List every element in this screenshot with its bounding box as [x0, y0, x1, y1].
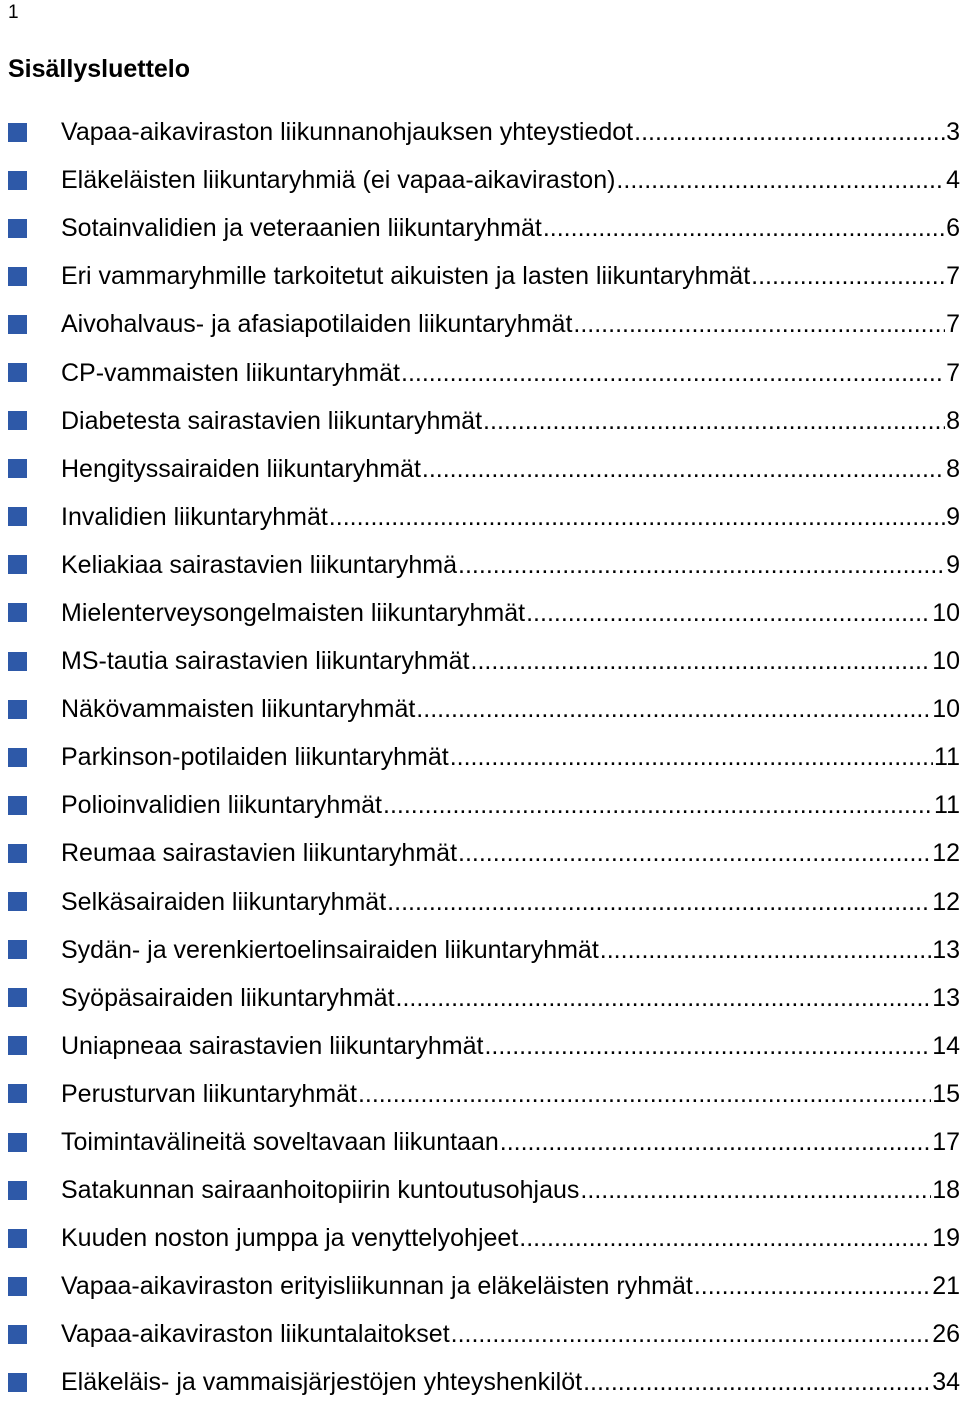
toc-entry-page-number: 10: [932, 598, 960, 627]
dot-leader: [694, 1271, 931, 1301]
toc-entry[interactable]: [0, 108, 960, 156]
page-number: 1: [8, 2, 19, 23]
toc-entry[interactable]: [0, 445, 960, 493]
dot-leader: [634, 117, 945, 147]
toc-entry-label: Polioinvalidien liikuntaryhmät: [61, 791, 382, 820]
toc-entry[interactable]: [0, 1118, 960, 1166]
toc-entry-label: Mielenterveysongelmaisten liikuntaryhmät: [61, 598, 526, 627]
square-bullet-icon: [8, 219, 27, 238]
square-bullet-icon: [8, 1036, 27, 1055]
toc-entry[interactable]: [0, 733, 960, 781]
toc-entry[interactable]: [0, 1358, 960, 1406]
toc-entry-page-number: 7: [946, 310, 960, 339]
toc-entry-page-number: 8: [946, 454, 960, 483]
toc-entry[interactable]: [0, 926, 960, 974]
square-bullet-icon: [8, 507, 27, 526]
dot-leader: [451, 1319, 932, 1349]
toc-entry-page-number: 14: [932, 1031, 960, 1060]
square-bullet-icon: [8, 988, 27, 1007]
toc-entry-label: Parkinson-potilaiden liikuntaryhmät: [61, 743, 449, 772]
toc-entry-link[interactable]: [61, 1367, 960, 1397]
toc-entry-link[interactable]: [61, 790, 960, 820]
square-bullet-icon: [8, 1084, 27, 1103]
toc-entry-label: Vapaa-aikaviraston liikuntalaitokset: [61, 1320, 450, 1349]
toc-entry-link[interactable]: [61, 1031, 960, 1061]
toc-entry[interactable]: [0, 1166, 960, 1214]
toc-entry-label: Diabetesta sairastavien liikuntaryhmät: [61, 406, 483, 435]
toc-entry-label: Syöpäsairaiden liikuntaryhmät: [61, 983, 395, 1012]
toc-entry-link[interactable]: [61, 309, 960, 339]
square-bullet-icon: [8, 555, 27, 574]
dot-leader: [483, 406, 945, 436]
dot-leader: [383, 790, 933, 820]
dot-leader: [387, 887, 931, 917]
toc-entry[interactable]: [0, 493, 960, 541]
toc-entry-page-number: 6: [946, 214, 960, 243]
toc-entry-page-number: 10: [932, 647, 960, 676]
toc-entry[interactable]: [0, 300, 960, 348]
toc-entry-label: Satakunnan sairaanhoitopiirin kuntoutusohjaus: [61, 1176, 580, 1205]
toc-entry-link[interactable]: [61, 502, 960, 532]
toc-entry-link[interactable]: [61, 742, 960, 772]
toc-entry-label: Vapaa-aikaviraston liikunnanohjauksen yhteystiedot: [61, 118, 634, 147]
toc-entry-page-number: 21: [932, 1272, 960, 1301]
toc-entry[interactable]: [0, 397, 960, 445]
dot-leader: [573, 309, 945, 339]
square-bullet-icon: [8, 315, 27, 334]
toc-entry-link[interactable]: [61, 213, 960, 243]
toc-entry-page-number: 9: [946, 550, 960, 579]
dot-leader: [519, 1223, 931, 1253]
toc-entry-page-number: 13: [932, 983, 960, 1012]
square-bullet-icon: [8, 1133, 27, 1152]
toc-entry-link[interactable]: [61, 1079, 960, 1109]
square-bullet-icon: [8, 844, 27, 863]
toc-entry-label: Näkövammaisten liikuntaryhmät: [61, 695, 416, 724]
toc-entry-link[interactable]: [61, 1319, 960, 1349]
toc-list: [0, 108, 960, 1407]
toc-entry-page-number: 15: [932, 1079, 960, 1108]
toc-entry[interactable]: [0, 685, 960, 733]
toc-entry-page-number: 9: [946, 502, 960, 531]
square-bullet-icon: [8, 1181, 27, 1200]
toc-entry-link[interactable]: [61, 454, 960, 484]
toc-entry-link[interactable]: [61, 261, 960, 291]
toc-entry-label: Eri vammaryhmille tarkoitetut aikuisten ja lasten liikuntaryhmät: [61, 262, 751, 291]
toc-entry-label: Vapaa-aikaviraston erityisliikunnan ja eläkeläisten ryhmät: [61, 1272, 693, 1301]
toc-entry-page-number: 8: [946, 406, 960, 435]
toc-entry-link[interactable]: [61, 646, 960, 676]
toc-entry-page-number: 7: [946, 262, 960, 291]
square-bullet-icon: [8, 411, 27, 430]
toc-entry-label: Uniapneaa sairastavien liikuntaryhmät: [61, 1031, 484, 1060]
toc-entry-link[interactable]: [61, 1175, 960, 1205]
toc-entry-link[interactable]: [61, 406, 960, 436]
toc-entry-link[interactable]: [61, 838, 960, 868]
toc-entry-page-number: 17: [932, 1128, 960, 1157]
toc-entry-label: Reumaa sairastavien liikuntaryhmät: [61, 839, 458, 868]
toc-entry-page-number: 26: [932, 1320, 960, 1349]
square-bullet-icon: [8, 1373, 27, 1392]
toc-entry-link[interactable]: [61, 117, 960, 147]
toc-entry[interactable]: [0, 589, 960, 637]
dot-leader: [396, 983, 932, 1013]
toc-entry-link[interactable]: [61, 1271, 960, 1301]
square-bullet-icon: [8, 123, 27, 142]
toc-entry-label: Keliakiaa sairastavien liikuntaryhmä: [61, 550, 458, 579]
toc-entry-label: Toimintavälineitä soveltavaan liikuntaan: [61, 1128, 499, 1157]
dot-leader: [329, 502, 945, 532]
dot-leader: [416, 694, 931, 724]
square-bullet-icon: [8, 1277, 27, 1296]
toc-title: Sisällysluettelo: [8, 55, 191, 83]
toc-entry-page-number: 12: [932, 839, 960, 868]
toc-entry[interactable]: [0, 974, 960, 1022]
dot-leader: [401, 358, 945, 388]
toc-entry[interactable]: [0, 252, 960, 300]
toc-entry-link[interactable]: [61, 1223, 960, 1253]
toc-entry-page-number: 7: [946, 358, 960, 387]
toc-entry[interactable]: [0, 781, 960, 829]
toc-entry-link[interactable]: [61, 1127, 960, 1157]
square-bullet-icon: [8, 796, 27, 815]
dot-leader: [422, 454, 945, 484]
toc-entry[interactable]: [0, 1022, 960, 1070]
dot-leader: [600, 935, 931, 965]
toc-entry[interactable]: [0, 637, 960, 685]
toc-entry[interactable]: [0, 541, 960, 589]
square-bullet-icon: [8, 700, 27, 719]
toc-entry-label: Sydän- ja verenkiertoelinsairaiden liikuntaryhmät: [61, 935, 599, 964]
square-bullet-icon: [8, 603, 27, 622]
dot-leader: [458, 550, 945, 580]
dot-leader: [751, 261, 945, 291]
toc-entry[interactable]: [0, 829, 960, 877]
toc-entry-page-number: 13: [932, 935, 960, 964]
toc-entry[interactable]: [0, 1262, 960, 1310]
toc-entry-page-number: 11: [934, 791, 960, 820]
square-bullet-icon: [8, 652, 27, 671]
toc-entry-label: Selkäsairaiden liikuntaryhmät: [61, 887, 387, 916]
dot-leader: [526, 598, 931, 628]
toc-entry[interactable]: [0, 204, 960, 252]
toc-entry-page-number: 12: [932, 887, 960, 916]
square-bullet-icon: [8, 892, 27, 911]
toc-entry-link[interactable]: [61, 694, 960, 724]
toc-entry-label: Hengityssairaiden liikuntaryhmät: [61, 454, 421, 483]
square-bullet-icon: [8, 363, 27, 382]
toc-entry-page-number: 34: [932, 1368, 960, 1397]
toc-entry-label: Sotainvalidien ja veteraanien liikuntaryhmät: [61, 214, 542, 243]
toc-entry-label: Kuuden noston jumppa ja venyttelyohjeet: [61, 1224, 519, 1253]
dot-leader: [484, 1031, 931, 1061]
square-bullet-icon: [8, 748, 27, 767]
square-bullet-icon: [8, 1229, 27, 1248]
toc-entry-page-number: 10: [932, 695, 960, 724]
toc-entry-page-number: 4: [946, 166, 960, 195]
toc-entry[interactable]: [0, 1070, 960, 1118]
dot-leader: [580, 1175, 931, 1205]
dot-leader: [358, 1079, 931, 1109]
toc-entry-link[interactable]: [61, 983, 960, 1013]
dot-leader: [500, 1127, 931, 1157]
dot-leader: [458, 838, 931, 868]
toc-entry-label: Aivohalvaus- ja afasiapotilaiden liikuntaryhmät: [61, 310, 573, 339]
square-bullet-icon: [8, 171, 27, 190]
dot-leader: [616, 165, 945, 195]
toc-entry[interactable]: [0, 878, 960, 926]
toc-entry[interactable]: [0, 1310, 960, 1358]
dot-leader: [450, 742, 933, 772]
toc-entry-label: MS-tautia sairastavien liikuntaryhmät: [61, 647, 470, 676]
square-bullet-icon: [8, 459, 27, 478]
toc-entry-page-number: 3: [946, 118, 960, 147]
toc-entry-label: CP-vammaisten liikuntaryhmät: [61, 358, 400, 387]
dot-leader: [543, 213, 945, 243]
toc-entry-page-number: 11: [934, 743, 960, 772]
toc-entry-label: Eläkeläis- ja vammaisjärjestöjen yhteyshenkilöt: [61, 1368, 583, 1397]
toc-entry-link[interactable]: [61, 358, 960, 388]
toc-entry-link[interactable]: [61, 165, 960, 195]
square-bullet-icon: [8, 1325, 27, 1344]
toc-entry-page-number: 19: [932, 1224, 960, 1253]
toc-entry[interactable]: [0, 348, 960, 396]
toc-entry[interactable]: [0, 156, 960, 204]
toc-entry-link[interactable]: [61, 887, 960, 917]
dot-leader: [471, 646, 932, 676]
toc-entry-label: Invalidien liikuntaryhmät: [61, 502, 328, 531]
toc-entry-link[interactable]: [61, 598, 960, 628]
dot-leader: [583, 1367, 931, 1397]
toc-entry-page-number: 18: [932, 1176, 960, 1205]
toc-entry-label: Perusturvan liikuntaryhmät: [61, 1079, 357, 1108]
square-bullet-icon: [8, 267, 27, 286]
toc-entry[interactable]: [0, 1214, 960, 1262]
square-bullet-icon: [8, 940, 27, 959]
toc-entry-link[interactable]: [61, 935, 960, 965]
toc-entry-link[interactable]: [61, 550, 960, 580]
toc-entry-label: Eläkeläisten liikuntaryhmiä (ei vapaa-aikaviraston): [61, 166, 616, 195]
